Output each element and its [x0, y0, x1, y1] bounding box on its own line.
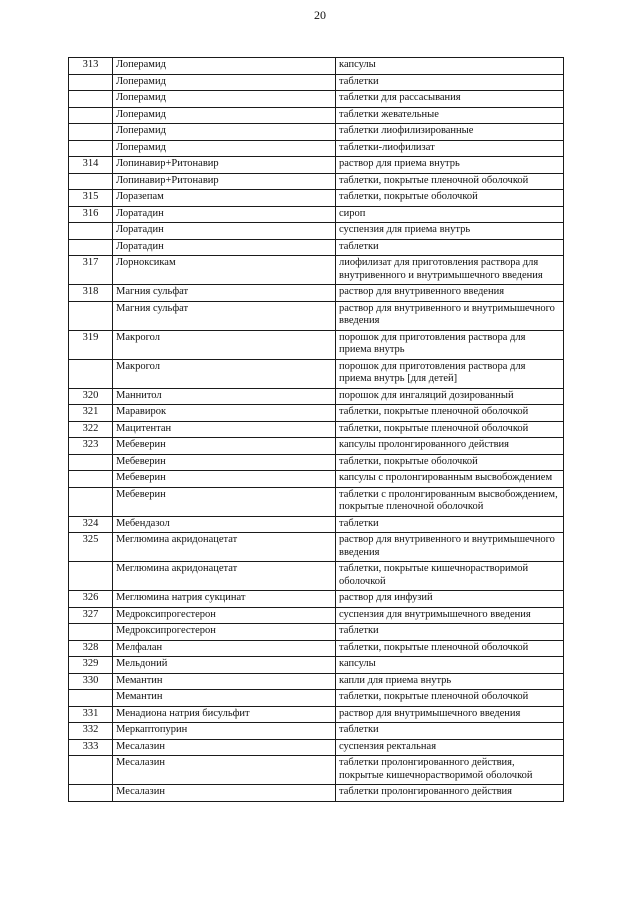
table-row — [69, 487, 564, 516]
row-number-cell: 319 — [69, 330, 113, 359]
dosage-form-cell: раствор для внутримышечного введения — [336, 706, 564, 723]
row-number-cell — [69, 124, 113, 141]
row-number-cell: 326 — [69, 591, 113, 608]
dosage-form-cell: раствор для внутривенного и внутримышечного введения — [336, 301, 564, 330]
row-number-cell — [69, 223, 113, 240]
drug-name-cell: Лоратадин — [113, 223, 336, 240]
dosage-form-cell: капсулы — [336, 657, 564, 674]
drug-name-cell: Лоперамид — [113, 74, 336, 91]
table-row — [69, 690, 564, 707]
drug-name-cell: Лоратадин — [113, 206, 336, 223]
drug-name-cell: Мебеверин — [113, 471, 336, 488]
row-number-cell: 330 — [69, 673, 113, 690]
dosage-form-cell: таблетки, покрытые кишечнорастворимой оболочкой — [336, 562, 564, 591]
row-number-cell: 314 — [69, 157, 113, 174]
dosage-form-cell: таблетки лиофилизированные — [336, 124, 564, 141]
row-number-cell — [69, 454, 113, 471]
dosage-form-cell: таблетки-лиофилизат — [336, 140, 564, 157]
table-row — [69, 388, 564, 405]
drug-name-cell: Макрогол — [113, 359, 336, 388]
row-number-cell — [69, 690, 113, 707]
dosage-form-cell: таблетки — [336, 624, 564, 641]
table-row — [69, 607, 564, 624]
row-number-cell — [69, 107, 113, 124]
dosage-form-cell: капсулы пролонгированного действия — [336, 438, 564, 455]
dosage-form-cell: суспензия для приема внутрь — [336, 223, 564, 240]
table-row — [69, 739, 564, 756]
drug-name-cell: Лоперамид — [113, 107, 336, 124]
dosage-form-cell: порошок для приготовления раствора для приема внутрь — [336, 330, 564, 359]
row-number-cell: 315 — [69, 190, 113, 207]
drug-name-cell: Медроксипрогестерон — [113, 624, 336, 641]
table-row — [69, 640, 564, 657]
row-number-cell: 332 — [69, 723, 113, 740]
drug-name-cell: Меглюмина натрия сукцинат — [113, 591, 336, 608]
row-number-cell: 333 — [69, 739, 113, 756]
row-number-cell — [69, 785, 113, 802]
drug-table — [68, 57, 564, 802]
table-row — [69, 516, 564, 533]
table-row — [69, 223, 564, 240]
table-row — [69, 330, 564, 359]
drug-name-cell: Лоразепам — [113, 190, 336, 207]
page-number: 20 — [314, 8, 326, 22]
row-number-cell — [69, 140, 113, 157]
drug-name-cell: Мелфалан — [113, 640, 336, 657]
drug-name-cell: Маннитол — [113, 388, 336, 405]
drug-name-cell: Маравирок — [113, 405, 336, 422]
dosage-form-cell: таблетки, покрытые оболочкой — [336, 454, 564, 471]
row-number-cell — [69, 74, 113, 91]
drug-name-cell: Лоперамид — [113, 58, 336, 75]
row-number-cell — [69, 756, 113, 785]
row-number-cell — [69, 471, 113, 488]
drug-name-cell: Мемантин — [113, 690, 336, 707]
row-number-cell: 320 — [69, 388, 113, 405]
dosage-form-cell: таблетки жевательные — [336, 107, 564, 124]
dosage-form-cell: таблетки, покрытые оболочкой — [336, 190, 564, 207]
table-row — [69, 206, 564, 223]
table-row — [69, 405, 564, 422]
dosage-form-cell: порошок для ингаляций дозированный — [336, 388, 564, 405]
dosage-form-cell: таблетки, покрытые пленочной оболочкой — [336, 690, 564, 707]
table-row — [69, 562, 564, 591]
drug-name-cell: Медроксипрогестерон — [113, 607, 336, 624]
table-row — [69, 706, 564, 723]
row-number-cell: 316 — [69, 206, 113, 223]
dosage-form-cell: таблетки пролонгированного действия — [336, 785, 564, 802]
table-row — [69, 239, 564, 256]
drug-name-cell: Магния сульфат — [113, 301, 336, 330]
drug-name-cell: Мебеверин — [113, 438, 336, 455]
row-number-cell — [69, 359, 113, 388]
dosage-form-cell: таблетки, покрытые пленочной оболочкой — [336, 421, 564, 438]
table-row — [69, 723, 564, 740]
drug-name-cell: Мельдоний — [113, 657, 336, 674]
table-row — [69, 140, 564, 157]
drug-name-cell: Лоперамид — [113, 91, 336, 108]
table-row — [69, 591, 564, 608]
row-number-cell: 328 — [69, 640, 113, 657]
row-number-cell: 324 — [69, 516, 113, 533]
row-number-cell: 317 — [69, 256, 113, 285]
row-number-cell: 313 — [69, 58, 113, 75]
dosage-form-cell: порошок для приготовления раствора для приема внутрь [для детей] — [336, 359, 564, 388]
row-number-cell: 322 — [69, 421, 113, 438]
dosage-form-cell: раствор для приема внутрь — [336, 157, 564, 174]
drug-name-cell: Мацитентан — [113, 421, 336, 438]
row-number-cell — [69, 173, 113, 190]
dosage-form-cell: капсулы — [336, 58, 564, 75]
table-row — [69, 785, 564, 802]
table-row — [69, 624, 564, 641]
dosage-form-cell: таблетки — [336, 516, 564, 533]
drug-name-cell: Макрогол — [113, 330, 336, 359]
dosage-form-cell: таблетки — [336, 723, 564, 740]
drug-name-cell: Мемантин — [113, 673, 336, 690]
drug-name-cell: Месалазин — [113, 756, 336, 785]
drug-name-cell: Лоратадин — [113, 239, 336, 256]
row-number-cell: 325 — [69, 533, 113, 562]
table-row — [69, 256, 564, 285]
drug-name-cell: Меглюмина акридонацетат — [113, 562, 336, 591]
dosage-form-cell: капсулы с пролонгированным высвобождением — [336, 471, 564, 488]
dosage-form-cell: таблетки с пролонгированным высвобождением, покрытые пленочной оболочкой — [336, 487, 564, 516]
dosage-form-cell: таблетки для рассасывания — [336, 91, 564, 108]
dosage-form-cell: таблетки, покрытые пленочной оболочкой — [336, 173, 564, 190]
drug-name-cell: Месалазин — [113, 785, 336, 802]
table-row — [69, 173, 564, 190]
table-row — [69, 157, 564, 174]
table-row — [69, 756, 564, 785]
row-number-cell: 327 — [69, 607, 113, 624]
dosage-form-cell: таблетки — [336, 74, 564, 91]
table-row — [69, 285, 564, 302]
dosage-form-cell: таблетки, покрытые пленочной оболочкой — [336, 640, 564, 657]
row-number-cell — [69, 624, 113, 641]
table-row — [69, 438, 564, 455]
table-body — [69, 58, 564, 802]
drug-name-cell: Лопинавир+Ритонавир — [113, 173, 336, 190]
table-row — [69, 421, 564, 438]
dosage-form-cell: капли для приема внутрь — [336, 673, 564, 690]
drug-name-cell: Лоперамид — [113, 140, 336, 157]
drug-name-cell: Магния сульфат — [113, 285, 336, 302]
drug-name-cell: Меглюмина акридонацетат — [113, 533, 336, 562]
table-row — [69, 454, 564, 471]
drug-name-cell: Месалазин — [113, 739, 336, 756]
row-number-cell — [69, 239, 113, 256]
row-number-cell — [69, 91, 113, 108]
table-row — [69, 58, 564, 75]
drug-name-cell: Лорноксикам — [113, 256, 336, 285]
row-number-cell: 331 — [69, 706, 113, 723]
table-row — [69, 124, 564, 141]
table-row — [69, 471, 564, 488]
drug-name-cell: Мебендазол — [113, 516, 336, 533]
dosage-form-cell: таблетки, покрытые пленочной оболочкой — [336, 405, 564, 422]
dosage-form-cell: лиофилизат для приготовления раствора для внутривенного и внутримышечного введения — [336, 256, 564, 285]
drug-name-cell: Меркаптопурин — [113, 723, 336, 740]
dosage-form-cell: таблетки — [336, 239, 564, 256]
table-row — [69, 91, 564, 108]
table-row — [69, 301, 564, 330]
drug-name-cell: Мебеверин — [113, 487, 336, 516]
row-number-cell: 318 — [69, 285, 113, 302]
row-number-cell: 329 — [69, 657, 113, 674]
drug-name-cell: Лопинавир+Ритонавир — [113, 157, 336, 174]
drug-name-cell: Лоперамид — [113, 124, 336, 141]
row-number-cell: 321 — [69, 405, 113, 422]
row-number-cell — [69, 487, 113, 516]
table-row — [69, 673, 564, 690]
table-row — [69, 74, 564, 91]
drug-name-cell: Мебеверин — [113, 454, 336, 471]
row-number-cell: 323 — [69, 438, 113, 455]
table-row — [69, 533, 564, 562]
dosage-form-cell: суспензия для внутримышечного введения — [336, 607, 564, 624]
table-row — [69, 107, 564, 124]
dosage-form-cell: сироп — [336, 206, 564, 223]
dosage-form-cell: таблетки пролонгированного действия, покрытые кишечнорастворимой оболочкой — [336, 756, 564, 785]
table-row — [69, 359, 564, 388]
drug-name-cell: Менадиона натрия бисульфит — [113, 706, 336, 723]
row-number-cell — [69, 301, 113, 330]
dosage-form-cell: суспензия ректальная — [336, 739, 564, 756]
table-row — [69, 190, 564, 207]
row-number-cell — [69, 562, 113, 591]
dosage-form-cell: раствор для внутривенного и внутримышечного введения — [336, 533, 564, 562]
dosage-form-cell: раствор для инфузий — [336, 591, 564, 608]
table-row — [69, 657, 564, 674]
dosage-form-cell: раствор для внутривенного введения — [336, 285, 564, 302]
